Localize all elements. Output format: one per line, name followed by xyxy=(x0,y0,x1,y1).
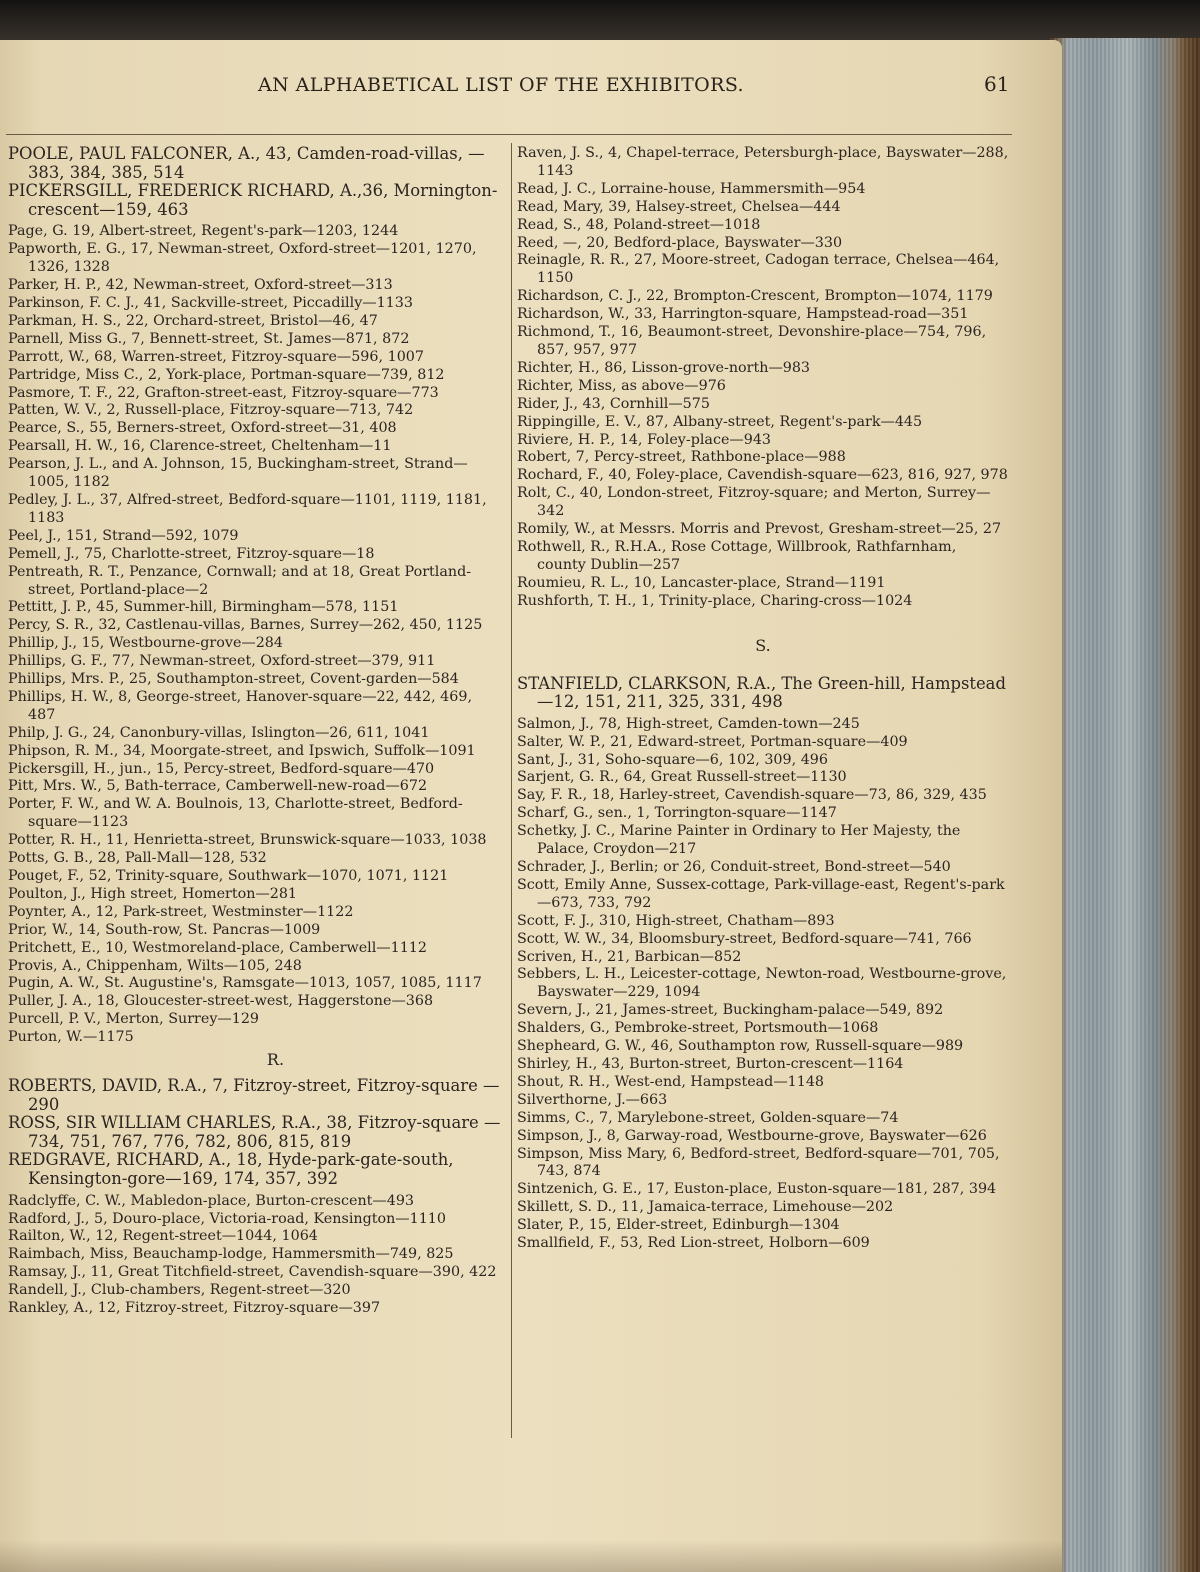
exhibitor-entry: Richardson, C. J., 22, Brompton-Crescent, Brompton—1074, 1179 xyxy=(517,288,993,305)
exhibitor-entry: Patten, W. V., 2, Russell-place, Fitzroy-square—713, 742 xyxy=(8,402,414,419)
exhibitor-entry: Skillett, S. D., 11, Jamaica-terrace, Limehouse—202 xyxy=(517,1199,894,1216)
exhibitor-entry: Richter, H., 86, Lisson-grove-north—983 xyxy=(517,359,811,376)
exhibitor-entry: PICKERSGILL, FREDERICK RICHARD, A.,36, Mornington-crescent—159, 463 xyxy=(8,181,498,219)
exhibitor-entry: Radford, J., 5, Douro-place, Victoria-road, Kensington—1110 xyxy=(8,1210,446,1227)
section-letter-s: S. xyxy=(755,635,771,655)
exhibitor-entry: Reinagle, R. R., 27, Moore-street, Cadogan terrace, Chelsea—464, 1150 xyxy=(517,252,1000,287)
exhibitor-entry: Rolt, C., 40, London-street, Fitzroy-square; and Merton, Surrey—342 xyxy=(517,485,991,520)
exhibitor-entry: Parnell, Miss G., 7, Bennett-street, St. James—871, 872 xyxy=(8,330,410,347)
exhibitor-entry: POOLE, PAUL FALCONER, A., 43, Camden-road-villas, —383, 384, 385, 514 xyxy=(8,144,485,182)
exhibitor-entry: Roumieu, R. L., 10, Lancaster-place, Strand—1191 xyxy=(517,574,886,591)
exhibitor-entry: Phipson, R. M., 34, Moorgate-street, and Ipswich, Suffolk—1091 xyxy=(8,742,476,759)
exhibitor-entry: Scriven, H., 21, Barbican—852 xyxy=(517,948,742,965)
exhibitor-entry: Pemell, J., 75, Charlotte-street, Fitzroy-square—18 xyxy=(8,545,375,562)
right-column xyxy=(517,145,1009,1253)
exhibitor-entry: Schrader, J., Berlin; or 26, Conduit-street, Bond-street—540 xyxy=(517,859,951,875)
exhibitor-entry: Parkman, H. S., 22, Orchard-street, Bristol—46, 47 xyxy=(8,312,378,329)
exhibitor-entry: Potter, R. H., 11, Henrietta-street, Brunswick-square—1033, 1038 xyxy=(8,832,487,849)
header-rule xyxy=(6,134,1012,135)
exhibitor-entry: Radclyffe, C. W., Mabledon-place, Burton-crescent—493 xyxy=(8,1192,415,1209)
exhibitor-entry: Rochard, F., 40, Foley-place, Cavendish-square—623, 816, 927, 978 xyxy=(517,467,1008,484)
exhibitor-entry: REDGRAVE, RICHARD, A., 18, Hyde-park-gate-south, Kensington-gore—169, 174, 357, 392 xyxy=(8,1150,454,1189)
exhibitor-entry: Pearson, J. L., and A. Johnson, 15, Buckingham-street, Strand—1005, 1182 xyxy=(8,456,468,491)
exhibitor-entry: Rothwell, R., R.H.A., Rose Cottage, Willbrook, Rathfarnham, county Dublin—257 xyxy=(517,538,957,573)
exhibitor-entry: Pitt, Mrs. W., 5, Bath-terrace, Camberwell-new-road—672 xyxy=(8,778,428,795)
exhibitor-entry: Potts, G. B., 28, Pall-Mall—128, 532 xyxy=(8,850,267,867)
exhibitor-entry: Phillips, Mrs. P., 25, Southampton-street, Covent-garden—584 xyxy=(8,671,459,688)
page-number: 61 xyxy=(984,72,1010,96)
exhibitor-entry: Parrott, W., 68, Warren-street, Fitzroy-square—596, 1007 xyxy=(8,348,424,365)
exhibitor-entry: Sant, J., 31, Soho-square—6, 102, 309, 496 xyxy=(517,751,828,768)
exhibitor-entry: Romily, W., at Messrs. Morris and Prevost, Gresham-street—25, 27 xyxy=(517,521,1002,538)
exhibitor-entry: Randell, J., Club-chambers, Regent-street—320 xyxy=(8,1282,351,1299)
exhibitor-entry: Silverthorne, J.—663 xyxy=(517,1091,668,1108)
exhibitor-entry: Richter, Miss, as above—976 xyxy=(517,377,726,394)
exhibitor-entry: Scott, Emily Anne, Sussex-cottage, Park-village-east, Regent's-park—673, 733, 792 xyxy=(517,876,1005,911)
exhibitor-entry: Rushforth, T. H., 1, Trinity-place, Charing-cross—1024 xyxy=(517,592,913,609)
exhibitor-entry: Scott, F. J., 310, High-street, Chatham—893 xyxy=(517,912,835,929)
exhibitor-entry: Poulton, J., High street, Homerton—281 xyxy=(8,885,298,902)
exhibitor-entry: Richardson, W., 33, Harrington-square, Hampstead-road—351 xyxy=(517,306,969,323)
book-fore-edge xyxy=(1050,38,1200,1572)
scan-background-top xyxy=(0,0,1200,44)
exhibitor-list-p xyxy=(8,223,503,1047)
exhibitor-entry: Simpson, J., 8, Garway-road, Westbourne-grove, Bayswater—626 xyxy=(517,1127,987,1144)
exhibitor-entry: Read, S., 48, Poland-street—1018 xyxy=(517,216,761,233)
exhibitor-list-r-continued xyxy=(517,145,1009,611)
exhibitor-entry: Railton, W., 12, Regent-street—1044, 1064 xyxy=(8,1228,318,1245)
column-divider xyxy=(511,143,512,1438)
exhibitor-entry: Papworth, E. G., 17, Newman-street, Oxford-street—1201, 1270, 1326, 1328 xyxy=(8,241,477,276)
exhibitor-entry: Parkinson, F. C. J., 41, Sackville-street, Piccadilly—1133 xyxy=(8,295,413,311)
exhibitor-entry: Sarjent, G. R., 64, Great Russell-street—1130 xyxy=(517,769,847,786)
exhibitor-entry: Puller, J. A., 18, Gloucester-street-west, Haggerstone—368 xyxy=(8,993,434,1010)
exhibitor-entry: Phillips, G. F., 77, Newman-street, Oxford-street—379, 911 xyxy=(8,653,436,670)
running-title: AN ALPHABETICAL LIST OF THE EXHIBITORS. xyxy=(258,74,744,96)
exhibitor-entry: Shout, R. H., West-end, Hampstead—1148 xyxy=(517,1073,825,1090)
exhibitor-entry: Salter, W. P., 21, Edward-street, Portman-square—409 xyxy=(517,733,908,750)
exhibitor-entry: Robert, 7, Percy-street, Rathbone-place—988 xyxy=(517,449,846,466)
exhibitor-entry: Percy, S. R., 32, Castlenau-villas, Barnes, Surrey—262, 450, 1125 xyxy=(8,617,483,634)
exhibitor-entry: Say, F. R., 18, Harley-street, Cavendish-square—73, 86, 329, 435 xyxy=(517,787,987,804)
exhibitor-entry: Scott, W. W., 34, Bloomsbury-street, Bedford-square—741, 766 xyxy=(517,930,972,947)
exhibitor-entry: Salmon, J., 78, High-street, Camden-town—245 xyxy=(517,715,860,732)
exhibitor-entry: Rankley, A., 12, Fitzroy-street, Fitzroy-square—397 xyxy=(8,1300,381,1317)
exhibitor-entry: Phillip, J., 15, Westbourne-grove—284 xyxy=(8,635,283,652)
exhibitor-entry: STANFIELD, CLARKSON, R.A., The Green-hill, Hampstead—12, 151, 211, 325, 331, 498 xyxy=(517,673,1006,712)
exhibitor-entry: Sintzenich, G. E., 17, Euston-place, Euston-square—181, 287, 394 xyxy=(517,1181,997,1198)
exhibitor-list-r xyxy=(8,1193,503,1318)
exhibitor-entry: Simpson, Miss Mary, 6, Bedford-street, Bedford-square—701, 705, 743, 874 xyxy=(517,1145,1000,1180)
exhibitor-list-p-academicians xyxy=(8,145,503,219)
exhibitor-entry: Scharf, G., sen., 1, Torrington-square—1147 xyxy=(517,805,837,822)
exhibitor-entry: Rider, J., 43, Cornhill—575 xyxy=(517,395,710,412)
exhibitor-entry: Pedley, J. L., 37, Alfred-street, Bedford-square—1101, 1119, 1181, 1183 xyxy=(8,491,487,526)
exhibitor-entry: Smallfield, F., 53, Red Lion-street, Holborn—609 xyxy=(517,1235,870,1252)
exhibitor-entry: Parker, H. P., 42, Newman-street, Oxford-street—313 xyxy=(8,277,393,294)
exhibitor-entry: Pearsall, H. W., 16, Clarence-street, Cheltenham—11 xyxy=(8,438,392,455)
exhibitor-entry: Schetky, J. C., Marine Painter in Ordinary to Her Majesty, the Palace, Croydon—217 xyxy=(517,823,961,858)
exhibitor-entry: Peel, J., 151, Strand—592, 1079 xyxy=(8,527,239,544)
section-letter-r: R. xyxy=(266,1050,285,1070)
exhibitor-entry: Pettitt, J. P., 45, Summer-hill, Birmingham—578, 1151 xyxy=(8,599,399,616)
exhibitor-entry: Slater, P., 15, Elder-street, Edinburgh—1304 xyxy=(517,1217,840,1234)
exhibitor-entry: Pouget, F., 52, Trinity-square, Southwark—1070, 1071, 1121 xyxy=(8,868,449,884)
exhibitor-entry: Shirley, H., 43, Burton-street, Burton-crescent—1164 xyxy=(517,1055,904,1072)
exhibitor-entry: Read, J. C., Lorraine-house, Hammersmith—954 xyxy=(517,180,866,197)
exhibitor-entry: Porter, F. W., and W. A. Boulnois, 13, Charlotte-street, Bedford-square—1123 xyxy=(8,796,463,831)
exhibitor-entry: Partridge, Miss C., 2, York-place, Portman-square—739, 812 xyxy=(8,366,445,383)
exhibitor-entry: Rippingille, E. V., 87, Albany-street, Regent's-park—445 xyxy=(517,413,923,430)
exhibitor-entry: Purton, W.—1175 xyxy=(8,1029,134,1046)
exhibitor-entry: ROBERTS, DAVID, R.A., 7, Fitzroy-street, Fitzroy-square —290 xyxy=(8,1076,500,1114)
exhibitor-entry: Purcell, P. V., Merton, Surrey—129 xyxy=(8,1011,260,1028)
exhibitor-entry: Pearce, S., 55, Berners-street, Oxford-street—31, 408 xyxy=(8,420,397,437)
exhibitor-entry: Pickersgill, H., jun., 15, Percy-street, Bedford-square—470 xyxy=(8,760,435,777)
exhibitor-entry: Pugin, A. W., St. Augustine's, Ramsgate—1013, 1057, 1085, 1117 xyxy=(8,975,482,992)
exhibitor-entry: Ramsay, J., 11, Great Titchfield-street, Cavendish-square—390, 422 xyxy=(8,1264,497,1281)
exhibitor-entry: Shepheard, G. W., 46, Southampton row, Russell-square—989 xyxy=(517,1038,964,1055)
exhibitor-entry: Pentreath, R. T., Penzance, Cornwall; and at 18, Great Portland-street, Portland-place—2 xyxy=(8,563,472,598)
exhibitor-entry: Philp, J. G., 24, Canonbury-villas, Islington—26, 611, 1041 xyxy=(8,724,430,741)
exhibitor-entry: Severn, J., 21, James-street, Buckingham-palace—549, 892 xyxy=(517,1002,944,1019)
exhibitor-entry: Shalders, G., Pembroke-street, Portsmouth—1068 xyxy=(517,1020,879,1037)
exhibitor-entry: Provis, A., Chippenham, Wilts—105, 248 xyxy=(8,957,302,974)
page-bottom-shadow xyxy=(0,1540,1062,1572)
exhibitor-entry: Raimbach, Miss, Beauchamp-lodge, Hammersmith—749, 825 xyxy=(8,1246,454,1263)
exhibitor-entry: Sebbers, L. H., Leicester-cottage, Newton-road, Westbourne-grove, Bayswater—229, 1094 xyxy=(517,966,1007,1001)
exhibitor-entry: Poynter, A., 12, Park-street, Westminster—1122 xyxy=(8,903,354,920)
exhibitor-entry: Reed, —, 20, Bedford-place, Bayswater—330 xyxy=(517,234,843,251)
exhibitor-entry: Pritchett, E., 10, Westmoreland-place, Camberwell—1112 xyxy=(8,939,427,956)
exhibitor-list-r-academicians xyxy=(8,1077,503,1189)
exhibitor-entry: Read, Mary, 39, Halsey-street, Chelsea—444 xyxy=(517,198,841,215)
exhibitor-entry: ROSS, SIR WILLIAM CHARLES, R.A., 38, Fitzroy-square —734, 751, 767, 776, 782, 806, 815, 819 xyxy=(8,1113,501,1151)
exhibitor-list-s-academicians xyxy=(517,675,1009,712)
exhibitor-entry: Riviere, H. P., 14, Foley-place—943 xyxy=(517,431,772,448)
exhibitor-entry: Simms, C., 7, Marylebone-street, Golden-square—74 xyxy=(517,1109,899,1126)
page-header xyxy=(0,70,1062,100)
exhibitor-entry: Raven, J. S., 4, Chapel-terrace, Petersburgh-place, Bayswater—288, 1143 xyxy=(517,145,1009,179)
exhibitor-entry: Phillips, H. W., 8, George-street, Hanover-square—22, 442, 469, 487 xyxy=(8,688,473,723)
left-column xyxy=(8,145,503,1318)
exhibitor-entry: Page, G. 19, Albert-street, Regent's-park—1203, 1244 xyxy=(8,223,399,240)
exhibitor-entry: Richmond, T., 16, Beaumont-street, Devonshire-place—754, 796, 857, 957, 977 xyxy=(517,324,987,358)
exhibitor-list-s xyxy=(517,716,1009,1253)
exhibitor-entry: Pasmore, T. F., 22, Grafton-street-east, Fitzroy-square—773 xyxy=(8,384,439,401)
exhibitor-entry: Prior, W., 14, South-row, St. Pancras—1009 xyxy=(8,921,321,938)
